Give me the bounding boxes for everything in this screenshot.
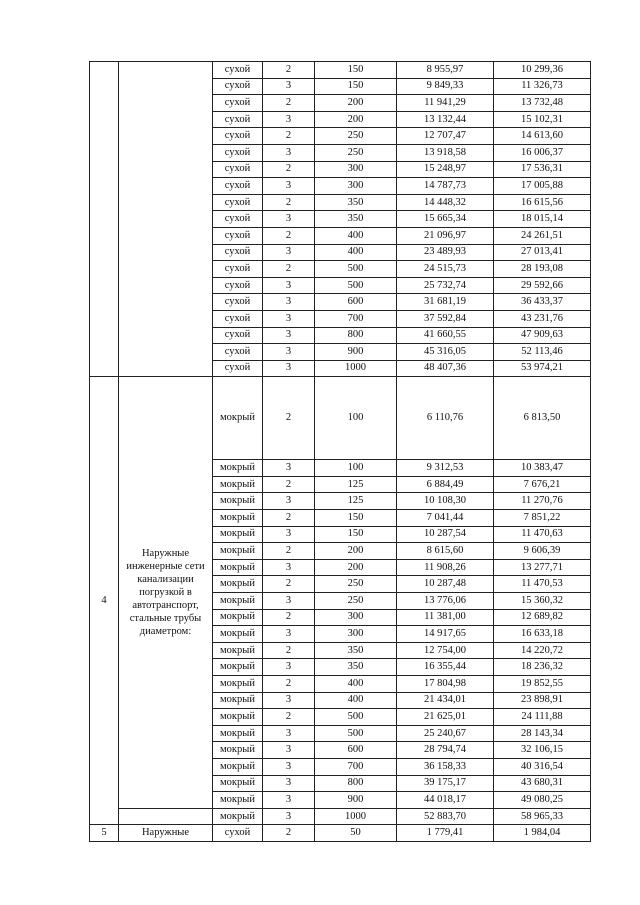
ranks-cell: 2 — [263, 227, 315, 244]
diameter-cell: 700 — [315, 758, 397, 775]
section-description: Наружные — [119, 825, 213, 842]
diameter-cell: 250 — [315, 593, 397, 610]
diameter-cell: 250 — [315, 128, 397, 145]
ranks-cell: 2 — [263, 194, 315, 211]
table-row — [90, 825, 591, 842]
price-cell: 12 754,00 — [397, 642, 494, 659]
state-cell: мокрый — [213, 609, 263, 626]
state-cell: мокрый — [213, 692, 263, 709]
price-vat-cell: 49 080,25 — [494, 792, 591, 809]
diameter-cell: 250 — [315, 576, 397, 593]
ranks-cell: 3 — [263, 526, 315, 543]
state-cell: сухой — [213, 244, 263, 261]
state-cell: мокрый — [213, 476, 263, 493]
ranks-cell: 3 — [263, 725, 315, 742]
state-cell: мокрый — [213, 725, 263, 742]
price-cell: 15 665,34 — [397, 211, 494, 228]
ranks-cell: 2 — [263, 95, 315, 112]
ranks-cell: 2 — [263, 642, 315, 659]
ranks-cell: 3 — [263, 111, 315, 128]
diameter-cell: 1000 — [315, 808, 397, 825]
price-cell: 13 776,06 — [397, 593, 494, 610]
price-vat-cell: 53 974,21 — [494, 360, 591, 377]
price-cell: 14 448,32 — [397, 194, 494, 211]
state-cell: сухой — [213, 78, 263, 95]
price-cell: 31 681,19 — [397, 294, 494, 311]
price-vat-cell: 40 316,54 — [494, 758, 591, 775]
ranks-cell: 3 — [263, 692, 315, 709]
ranks-cell: 3 — [263, 493, 315, 510]
diameter-cell: 900 — [315, 792, 397, 809]
ranks-cell: 3 — [263, 593, 315, 610]
section-number: 5 — [90, 825, 119, 842]
ranks-cell: 2 — [263, 609, 315, 626]
state-cell: мокрый — [213, 526, 263, 543]
state-cell: мокрый — [213, 559, 263, 576]
price-vat-cell: 43 680,31 — [494, 775, 591, 792]
price-cell: 15 248,97 — [397, 161, 494, 178]
price-vat-cell: 16 006,37 — [494, 144, 591, 161]
price-vat-cell: 10 299,36 — [494, 62, 591, 79]
section-description: Наружные инженерные сети канализации погрузкой в автотранспорт, стальные трубы диаметром: — [119, 377, 213, 808]
ranks-cell: 2 — [263, 161, 315, 178]
price-vat-cell: 7 676,21 — [494, 476, 591, 493]
price-vat-cell: 10 383,47 — [494, 460, 591, 477]
price-cell: 12 707,47 — [397, 128, 494, 145]
price-vat-cell: 16 633,18 — [494, 626, 591, 643]
diameter-cell: 300 — [315, 178, 397, 195]
price-cell: 10 108,30 — [397, 493, 494, 510]
state-cell: сухой — [213, 360, 263, 377]
ranks-cell: 2 — [263, 576, 315, 593]
state-cell: сухой — [213, 111, 263, 128]
price-cell: 6 110,76 — [397, 377, 494, 460]
price-vat-cell: 29 592,66 — [494, 277, 591, 294]
price-vat-cell: 17 005,88 — [494, 178, 591, 195]
ranks-cell: 3 — [263, 792, 315, 809]
price-vat-cell: 27 013,41 — [494, 244, 591, 261]
price-cell: 10 287,48 — [397, 576, 494, 593]
state-cell: сухой — [213, 144, 263, 161]
diameter-cell: 400 — [315, 692, 397, 709]
price-cell: 37 592,84 — [397, 310, 494, 327]
state-cell: сухой — [213, 825, 263, 842]
diameter-cell: 600 — [315, 742, 397, 759]
price-vat-cell: 47 909,63 — [494, 327, 591, 344]
price-vat-cell: 24 261,51 — [494, 227, 591, 244]
price-vat-cell: 32 106,15 — [494, 742, 591, 759]
price-vat-cell: 23 898,91 — [494, 692, 591, 709]
diameter-cell: 1000 — [315, 360, 397, 377]
diameter-cell: 500 — [315, 725, 397, 742]
state-cell: мокрый — [213, 808, 263, 825]
state-cell: мокрый — [213, 742, 263, 759]
diameter-cell: 150 — [315, 510, 397, 527]
price-vat-cell: 14 220,72 — [494, 642, 591, 659]
state-cell: мокрый — [213, 775, 263, 792]
section-number: 4 — [90, 377, 119, 825]
price-cell: 39 175,17 — [397, 775, 494, 792]
state-cell: сухой — [213, 294, 263, 311]
ranks-cell: 3 — [263, 775, 315, 792]
ranks-cell: 3 — [263, 344, 315, 361]
price-vat-cell: 14 613,60 — [494, 128, 591, 145]
price-cell: 17 804,98 — [397, 676, 494, 693]
state-cell: сухой — [213, 211, 263, 228]
price-vat-cell: 12 689,82 — [494, 609, 591, 626]
ranks-cell: 3 — [263, 742, 315, 759]
price-vat-cell: 13 277,71 — [494, 559, 591, 576]
price-cell: 25 732,74 — [397, 277, 494, 294]
diameter-cell: 125 — [315, 476, 397, 493]
price-cell: 6 884,49 — [397, 476, 494, 493]
price-vat-cell: 58 965,33 — [494, 808, 591, 825]
diameter-cell: 200 — [315, 559, 397, 576]
price-cell: 11 941,29 — [397, 95, 494, 112]
price-vat-cell: 11 470,53 — [494, 576, 591, 593]
state-cell: сухой — [213, 227, 263, 244]
ranks-cell: 3 — [263, 294, 315, 311]
table-row — [90, 377, 591, 460]
price-cell: 14 787,73 — [397, 178, 494, 195]
price-cell: 21 096,97 — [397, 227, 494, 244]
price-cell: 16 355,44 — [397, 659, 494, 676]
ranks-cell: 3 — [263, 758, 315, 775]
state-cell: мокрый — [213, 543, 263, 560]
price-vat-cell: 13 732,48 — [494, 95, 591, 112]
price-cell: 48 407,36 — [397, 360, 494, 377]
diameter-cell: 150 — [315, 526, 397, 543]
state-cell: сухой — [213, 194, 263, 211]
price-cell: 11 908,26 — [397, 559, 494, 576]
diameter-cell: 100 — [315, 460, 397, 477]
price-vat-cell: 11 470,63 — [494, 526, 591, 543]
diameter-cell: 300 — [315, 609, 397, 626]
diameter-cell: 150 — [315, 62, 397, 79]
price-cell: 23 489,93 — [397, 244, 494, 261]
price-cell: 21 625,01 — [397, 709, 494, 726]
diameter-cell: 100 — [315, 377, 397, 460]
state-cell: мокрый — [213, 377, 263, 460]
price-cell: 21 434,01 — [397, 692, 494, 709]
price-cell: 11 381,00 — [397, 609, 494, 626]
ranks-cell: 3 — [263, 211, 315, 228]
state-cell: сухой — [213, 344, 263, 361]
table-row — [90, 808, 591, 825]
price-cell: 36 158,33 — [397, 758, 494, 775]
price-vat-cell: 1 984,04 — [494, 825, 591, 842]
state-cell: сухой — [213, 95, 263, 112]
price-vat-cell: 9 606,39 — [494, 543, 591, 560]
state-cell: сухой — [213, 178, 263, 195]
price-vat-cell: 18 015,14 — [494, 211, 591, 228]
diameter-cell: 500 — [315, 709, 397, 726]
diameter-cell: 400 — [315, 227, 397, 244]
price-cell: 41 660,55 — [397, 327, 494, 344]
diameter-cell: 200 — [315, 543, 397, 560]
ranks-cell: 2 — [263, 377, 315, 460]
diameter-cell: 700 — [315, 310, 397, 327]
price-cell: 28 794,74 — [397, 742, 494, 759]
price-cell: 52 883,70 — [397, 808, 494, 825]
price-vat-cell: 43 231,76 — [494, 310, 591, 327]
state-cell: мокрый — [213, 493, 263, 510]
price-cell: 7 041,44 — [397, 510, 494, 527]
price-vat-cell: 16 615,56 — [494, 194, 591, 211]
price-vat-cell: 15 360,32 — [494, 593, 591, 610]
state-cell: сухой — [213, 128, 263, 145]
ranks-cell: 2 — [263, 825, 315, 842]
ranks-cell: 3 — [263, 659, 315, 676]
state-cell: сухой — [213, 261, 263, 278]
state-cell: сухой — [213, 161, 263, 178]
price-vat-cell: 6 813,50 — [494, 377, 591, 460]
price-cell: 25 240,67 — [397, 725, 494, 742]
price-vat-cell: 15 102,31 — [494, 111, 591, 128]
diameter-cell: 300 — [315, 626, 397, 643]
price-vat-cell: 28 193,08 — [494, 261, 591, 278]
table-row — [90, 62, 591, 79]
state-cell: мокрый — [213, 758, 263, 775]
price-table — [89, 61, 591, 842]
ranks-cell: 3 — [263, 559, 315, 576]
diameter-cell: 50 — [315, 825, 397, 842]
ranks-cell: 3 — [263, 178, 315, 195]
price-cell: 44 018,17 — [397, 792, 494, 809]
diameter-cell: 500 — [315, 277, 397, 294]
state-cell: мокрый — [213, 626, 263, 643]
diameter-cell: 350 — [315, 642, 397, 659]
price-cell: 9 849,33 — [397, 78, 494, 95]
price-vat-cell: 28 143,34 — [494, 725, 591, 742]
ranks-cell: 3 — [263, 808, 315, 825]
price-vat-cell: 11 326,73 — [494, 78, 591, 95]
ranks-cell: 3 — [263, 78, 315, 95]
diameter-cell: 400 — [315, 244, 397, 261]
price-vat-cell: 24 111,88 — [494, 709, 591, 726]
state-cell: мокрый — [213, 593, 263, 610]
diameter-cell: 200 — [315, 111, 397, 128]
price-cell: 13 132,44 — [397, 111, 494, 128]
diameter-cell: 300 — [315, 161, 397, 178]
diameter-cell: 350 — [315, 194, 397, 211]
price-cell: 9 312,53 — [397, 460, 494, 477]
ranks-cell: 3 — [263, 310, 315, 327]
state-cell: мокрый — [213, 709, 263, 726]
ranks-cell: 2 — [263, 676, 315, 693]
ranks-cell: 3 — [263, 460, 315, 477]
ranks-cell: 3 — [263, 626, 315, 643]
price-cell: 13 918,58 — [397, 144, 494, 161]
state-cell: мокрый — [213, 659, 263, 676]
price-cell: 45 316,05 — [397, 344, 494, 361]
price-cell: 14 917,65 — [397, 626, 494, 643]
price-cell: 1 779,41 — [397, 825, 494, 842]
price-table-body — [90, 62, 591, 842]
ranks-cell: 2 — [263, 476, 315, 493]
ranks-cell: 2 — [263, 510, 315, 527]
price-vat-cell: 7 851,22 — [494, 510, 591, 527]
state-cell: мокрый — [213, 460, 263, 477]
price-vat-cell: 18 236,32 — [494, 659, 591, 676]
state-cell: сухой — [213, 62, 263, 79]
price-cell: 24 515,73 — [397, 261, 494, 278]
state-cell: мокрый — [213, 510, 263, 527]
state-cell: мокрый — [213, 576, 263, 593]
ranks-cell: 3 — [263, 327, 315, 344]
ranks-cell: 3 — [263, 360, 315, 377]
section-description-cell — [119, 62, 213, 377]
section-description-blank — [119, 808, 213, 825]
state-cell: мокрый — [213, 792, 263, 809]
price-vat-cell: 36 433,37 — [494, 294, 591, 311]
diameter-cell: 350 — [315, 211, 397, 228]
price-cell: 8 955,97 — [397, 62, 494, 79]
diameter-cell: 500 — [315, 261, 397, 278]
ranks-cell: 2 — [263, 709, 315, 726]
price-vat-cell: 52 113,46 — [494, 344, 591, 361]
diameter-cell: 250 — [315, 144, 397, 161]
diameter-cell: 125 — [315, 493, 397, 510]
state-cell: сухой — [213, 277, 263, 294]
state-cell: мокрый — [213, 642, 263, 659]
diameter-cell: 150 — [315, 78, 397, 95]
diameter-cell: 800 — [315, 775, 397, 792]
price-vat-cell: 19 852,55 — [494, 676, 591, 693]
ranks-cell: 3 — [263, 244, 315, 261]
ranks-cell: 2 — [263, 62, 315, 79]
ranks-cell: 2 — [263, 128, 315, 145]
diameter-cell: 800 — [315, 327, 397, 344]
price-vat-cell: 17 536,31 — [494, 161, 591, 178]
diameter-cell: 900 — [315, 344, 397, 361]
ranks-cell: 3 — [263, 277, 315, 294]
state-cell: сухой — [213, 310, 263, 327]
price-cell: 8 615,60 — [397, 543, 494, 560]
state-cell: сухой — [213, 327, 263, 344]
state-cell: мокрый — [213, 676, 263, 693]
diameter-cell: 200 — [315, 95, 397, 112]
section-number-cell — [90, 62, 119, 377]
price-vat-cell: 11 270,76 — [494, 493, 591, 510]
diameter-cell: 600 — [315, 294, 397, 311]
diameter-cell: 400 — [315, 676, 397, 693]
ranks-cell: 3 — [263, 144, 315, 161]
price-cell: 10 287,54 — [397, 526, 494, 543]
diameter-cell: 350 — [315, 659, 397, 676]
ranks-cell: 2 — [263, 261, 315, 278]
ranks-cell: 2 — [263, 543, 315, 560]
